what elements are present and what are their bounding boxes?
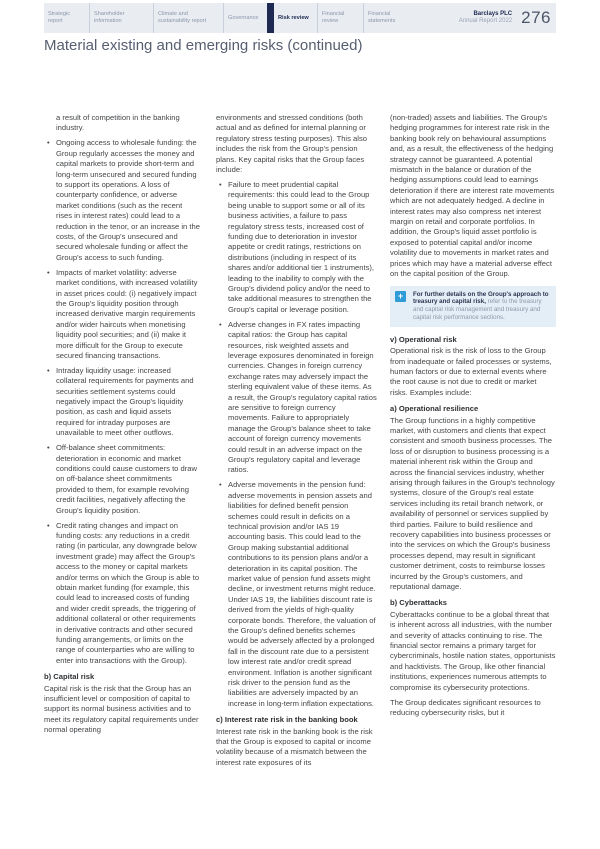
bullet-item — [44, 138, 200, 263]
reference-callout — [390, 286, 556, 327]
bullet-text: Adverse changes in FX rates impacting capital ratios: the Group has capital resources, risk weighted assets and leverage exposures denominated in foreign currencies. Changes in foreign currency exchange rates may adversely impact the sterling equivalent value of these items. As a result, the Group's regulatory capital ratios are sensitive to foreign currency movements. Failure to appropriately manage the Group's balance sheet to take account of foreign currency movements could result in an adverse impact on the Group's regulatory capital and leverage ratios. — [228, 319, 377, 475]
paragraph: Operational risk is the risk of loss to the Group from inadequate or failed processes or systems, human factors or due to external events where the root cause is not due to credit or market risks. Examples include: — [390, 346, 552, 397]
bullet-item — [216, 180, 377, 315]
bullet-icon: • — [219, 179, 222, 189]
tab-label: Shareholder information — [94, 11, 125, 24]
bullet-icon: • — [47, 520, 50, 530]
paragraph: (non-traded) assets and liabilities. The Group's hedging programmes for interest rate risk in the banking book rely on behavioural assumptions and, as a result, the effectiveness of the hedging strategy cannot be guaranteed. A potential mismatch in the balance or duration of the hedging assumptions could lead to earnings deterioration if there are interest rate movements which are not adequately hedged. A decline in interest rates may also compress net interest margin on retail and corporate portfolios. In addition, the Group's liquid asset portfolio is exposed to potential capital and/or income volatility due to movements in market rates and prices which may have a material adverse effect on the capital position of the Group. — [390, 113, 555, 279]
text-column-2 — [216, 113, 377, 773]
bullet-item — [44, 521, 200, 667]
header-brand — [459, 3, 556, 33]
tab-shareholder-information[interactable] — [89, 3, 153, 33]
tab-strategic-report[interactable] — [44, 3, 89, 33]
section-heading: b) Capital risk — [44, 672, 95, 682]
page-title: Material existing and emerging risks (continued) — [44, 37, 363, 54]
tab-label: Risk review — [278, 14, 309, 21]
tab-financial-review[interactable] — [317, 3, 363, 33]
bullet-icon: • — [47, 443, 50, 453]
paragraph: Cyberattacks continue to be a global threat that is inherent across all industries, with the number and severity of attacks continuing to rise. The financial sector remains a primary target for cybercriminals, hostile nation states, opportunists and hacktivists. The Group, like other financial institutions, experiences numerous attempts to compromise its cybersecurity protections. — [390, 609, 556, 692]
tab-label: Financial review — [322, 11, 345, 24]
bullet-text: Credit rating changes and impact on funding costs: any reductions in a credit rating (in particular, any downgrade below investment grade) may affect the Group's access to the money or capital markets and/or terms on which the Group is able to obtain market funding (for example, this could lead to increased costs of funding and wider credit spreads, the triggering of additional collateral or other requirements in derivative contracts and other secured funding arrangements, or limits on the range of counterparties who are willing to enter into transactions with the Group). — [56, 520, 200, 665]
brand-name: Barclays PLC — [473, 10, 513, 17]
section-heading: b) Cyberattacks — [390, 598, 447, 608]
bullet-item — [44, 443, 200, 516]
header-tabs — [44, 3, 556, 33]
paragraph: The Group dedicates significant resources to reducing cybersecurity risks, but it — [390, 697, 541, 717]
bullet-icon: • — [219, 480, 222, 490]
bullet-icon: • — [47, 267, 50, 277]
bullet-text: Ongoing access to wholesale funding: the Group regularly accesses the money and capital markets to provide short-term and long-term unsecured and secured funding to support its operations. A loss of counterparty confidence, or adverse market conditions (such as the recent rises in interest rates) could lead to a reduction in the tenor, or an increase in the costs, of the Group's unsecured and secured wholesale funding or affect the Group's access to such funding. — [56, 138, 200, 262]
paragraph: Capital risk is the risk that the Group has an insufficient level or composition of capital to support its normal business activities and to meet its regulatory capital requirements under normal operating — [44, 683, 199, 735]
paragraph: The Group functions in a highly competitive market, with customers and clients that expect consistent and smooth business processes. The loss of or disruption to business processing is a material inherent risk within the Group and across the financial services industry, whether arising through failures in the Group's technology systems, closure of the Group's real estate services including its retail branch network, or availability of personnel or services supplied by third parties. Failure to build resilience and recovery capabilities into business processes or into the services on which the Group's business processes depend, may result in significant customer detriment, costs to reimburse losses incurred by the Group's customers, and reputational damage. — [390, 415, 555, 592]
bullet-text: Off-balance sheet commitments: deterioration in economic and market conditions could cause customers to draw on off-balance sheet commitments provided to them, for example revolving credit facilities, negatively affecting the Group's liquidity position. — [56, 443, 197, 515]
bullet-icon: • — [219, 319, 222, 329]
section-heading: a) Operational resilience — [390, 404, 479, 414]
callout-lead-text: For further details on the Group's approach to treasury and capital risk, — [413, 290, 549, 306]
bullet-text: Adverse movements in the pension fund: adverse movements in pension assets and liabilities for defined benefit pension schemes could result in deficits on a technical provision and/or IAS 19 accounting basis. This could lead to the Group making substantial additional contributions to its pension plans and/or a deterioration in its capital position. The market value of pension fund assets might decline, or investment returns might reduce. Under IAS 19, the liabilities discount rate is derived from the yields of high-quality corporate bonds. Therefore, the valuation of the Group's defined benefits schemes would be adversely affected by a prolonged fall in the discount rate due to a persistent low interest rate and/or credit spread environment. Inflation is another significant risk driver to the pension fund as the liabilities are adversely impacted by an increase in long-term inflation expectations. — [228, 480, 376, 708]
bullet-item — [44, 268, 200, 362]
bullet-icon: • — [47, 138, 50, 148]
tab-label: Climate and sustainability report — [158, 11, 207, 24]
bullet-item — [44, 366, 200, 439]
bullet-item — [216, 320, 377, 476]
tab-climate-and-sustainability-report[interactable] — [153, 3, 223, 33]
tab-label: Financial statements — [368, 11, 396, 24]
tab-financial-statements[interactable] — [363, 3, 419, 33]
bullet-icon: • — [47, 365, 50, 375]
bullet-item — [216, 480, 377, 709]
tab-governance[interactable] — [223, 3, 267, 33]
paragraph: a result of competition in the banking industry. — [56, 113, 180, 133]
bullet-text: Impacts of market volatility: adverse market conditions, with increased volatility in asset prices could: (i) negatively impact the Group's liquidity position through increased derivative margin requirements and/or wider haircuts when monetising liquidity pool securities; and (ii) make it more difficult for the Group to execute secured financing transactions. — [56, 267, 198, 360]
tab-label: Strategic report — [48, 11, 71, 24]
paragraph: Interest rate risk in the banking book is the risk that the Group is exposed to capital or income volatility because of a mismatch between the interest rate exposures of its — [216, 726, 373, 767]
tab-risk-review[interactable] — [267, 3, 317, 33]
plus-icon: + — [395, 291, 406, 302]
brand-text — [459, 11, 512, 25]
section-heading: c) Interest rate risk in the banking book — [216, 715, 358, 725]
section-heading: v) Operational risk — [390, 334, 457, 344]
page-number: 276 — [521, 8, 551, 27]
text-column-3 — [390, 113, 556, 723]
bullet-text: Failure to meet prudential capital requirements: this could lead to the Group being unable to support some or all of its business activities, a failure to pass regulatory stress tests, increased cost of funding due to deterioration in investor appetite or credit ratings, restrictions on distributions (including in respect of its shares and/or additional tier 1 instruments), leading to the inability to comply with the Group's dividend policy and/or the need to take additional measures to strengthen the Group's capital or leverage position. — [228, 179, 375, 314]
callout-detail-text: refer to the treasury and capital risk management and treasury and capital risk performance sections. — [413, 298, 542, 321]
active-tab-indicator — [267, 3, 274, 33]
tab-label: Governance — [228, 14, 259, 21]
brand-report-title: Annual Report 2022 — [458, 18, 513, 24]
paragraph: environments and stressed conditions (both actual and as defined for internal planning or regulatory stress testing purposes). This also includes the risk from the Group's pension plans. Key capital risks that the Group faces include: — [216, 113, 367, 175]
bullet-text: Intraday liquidity usage: increased collateral requirements for payments and securities settlement systems could negatively impact the Group's liquidity position, as cash and liquid assets required for intraday purposes are unavailable to meet other outflows. — [56, 365, 194, 438]
text-column-1 — [44, 113, 200, 740]
